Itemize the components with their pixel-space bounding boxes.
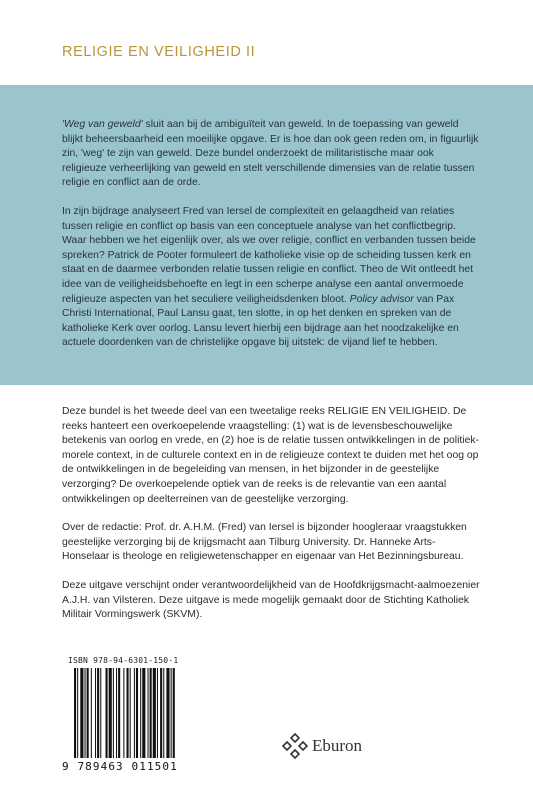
barcode: [62, 656, 194, 776]
publisher-name: Eburon: [312, 736, 363, 755]
blurb-text: [62, 118, 480, 365]
editors-description: Over de redactie: Prof. dr. A.H.M. (Fred) van Iersel is bijzonder hoogleraar vraagstukken geestelijke verzorging bij de krijgsmacht aan Tilburg University. Dr. Hanneke Arts-Honselaar is theologe en religiewetenschapper en eigenaar van Het Bezinningsbureau.: [62, 522, 467, 563]
isbn-label: ISBN 978-94-6301-150-1: [68, 656, 179, 665]
book-title-quote: 'Weg van geweld': [62, 119, 143, 130]
publisher-logo: [282, 732, 362, 760]
barcode-bars: [74, 668, 192, 760]
series-title: RELIGIE EN VEILIGHEID II: [62, 44, 256, 60]
blurb-paragraph-2: In zijn bijdrage analyseert Fred van Iersel de complexiteit en gelaagdheid van relaties tussen religie en conflict op basis van een conceptuele analyse van het conflictbegrip. Waar hebben we het eigenlijk over, als we over religie, conflict en verbanden tussen beide spreken? Patrick de Pooter formuleert de katholieke visie op de scheiding tussen kerk en staat en de daarmee verbonden relatie tussen religie en conflict. Theo de Wit ontleedt het idee van de veiligheidsbehoefte en legt in een scherpe analyse een aantal onvermoede religieuze aspecten van het seculiere veiligheidsdenken bloot. Policy advisor van Pax Christi International, Paul Lansu gaat, ten slotte, in op het denken en spreken van de katholieke Kerk over oorlog. Lansu levert hierbij een bijdrage aan het noodzakelijke en actuele doordenken van de christelijke opgave bij uitstek: de vijand lief te hebben.: [62, 205, 476, 349]
blurb-panel: [0, 85, 533, 385]
blurb-paragraph-1: 'Weg van geweld' sluit aan bij de ambiguïteit van geweld. In de toepassing van geweld blijkt beheersbaarheid een moeilijke opgave. Er is hoe dan ook geen reden om, in figuurlijk zin, 'weg' te zijn van geweld. Deze bundel onderzoekt de militaristische maar ook religieuze verheerlijking van geweld en stelt verschillende dimensies van de relatie tussen religie en conflict aan de orde.: [62, 119, 479, 189]
ean-digits: 9 789463 011501: [62, 760, 178, 773]
series-info: [62, 405, 482, 637]
responsibility-note: Deze uitgave verschijnt onder verantwoordelijkheid van de Hoofdkrijgsmacht-aalmoezenier A.J.H. van Vilsteren. Deze uitgave is mede mogelijk gemaakt door de Stichting Katholiek Militair Vormingswerk (SKVM).: [62, 579, 480, 621]
four-diamond-cross-icon: [282, 733, 308, 759]
series-description: Deze bundel is het tweede deel van een tweetalige reeks RELIGIE EN VEILIGHEID. De reeks hanteert een overkoepelende vraagstelling: (1) wat is de levensbeschouwelijke betekenis van oorlog en vrede, en (2) hoe is de relatie tussen ontwikkelingen in de politiek-morele context, in de culturele context en in de religieuze context te duiden met het oog op de ontwikkelingen in de begeleiding van mensen, in het bijzonder in de geestelijke verzorging? De overkoepelende optiek van de reeks is de relevantie van een aantal ontwikkelingen op deelterreinen van de geestelijke verzorging.: [62, 406, 480, 505]
